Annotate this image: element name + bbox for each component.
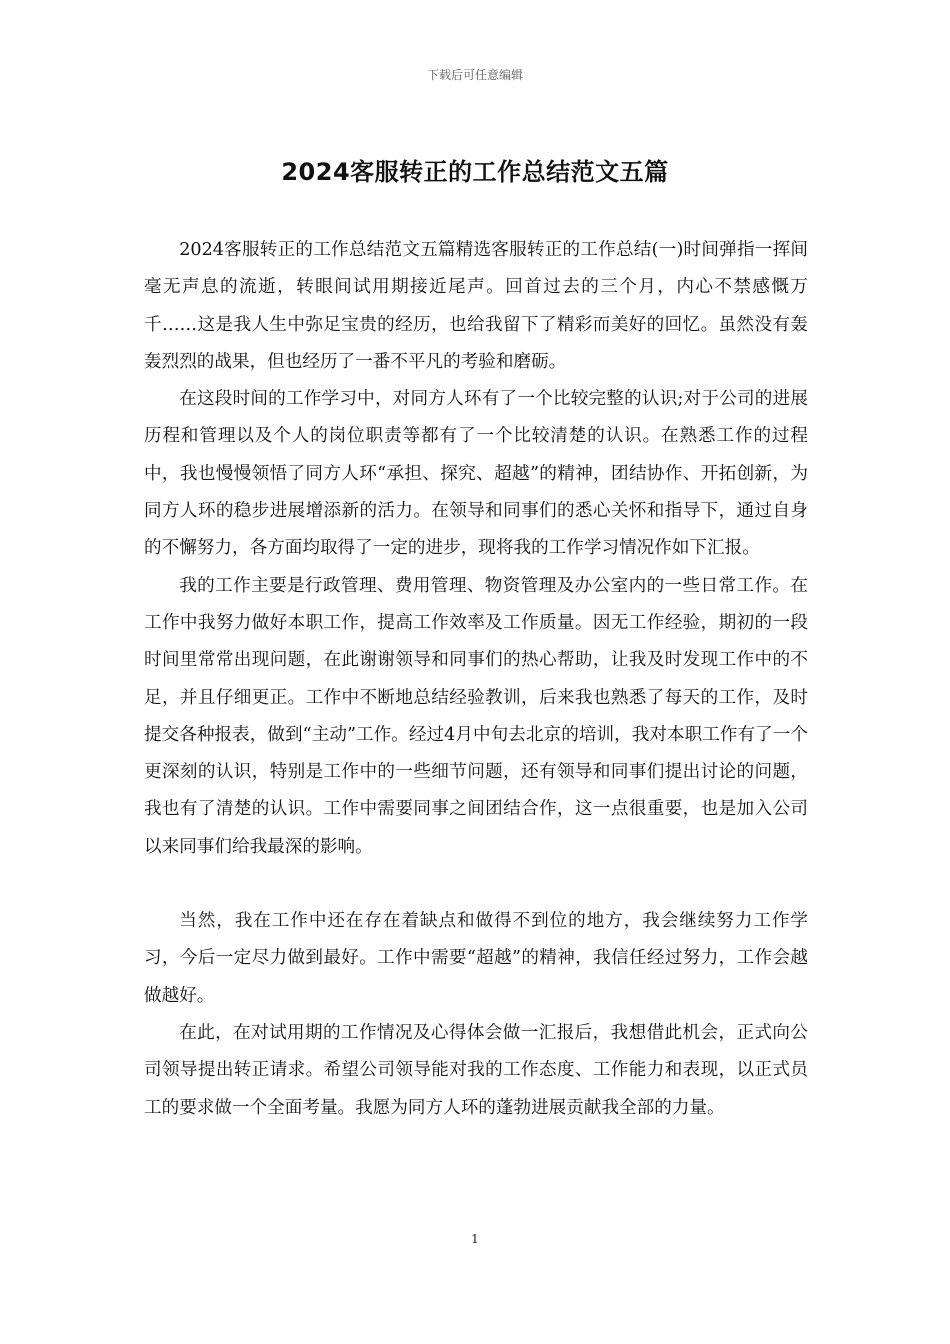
paragraph-request: 在此，在对试用期的工作情况及心得体会做一汇报后，我想借此机会，正式向公司领导提出转正请求。希望公司领导能对我的工作态度、工作能力和表现，以正式员工的要求做一个全面考量。我愿为同方人环的蓬勃进展贡献我全部的力量。 [144, 1022, 808, 1118]
page-number: 1 [471, 1232, 479, 1246]
document-body [144, 232, 808, 1127]
paragraph-intro: 2024客服转正的工作总结范文五篇精选客服转正的工作总结(一)时间弹指一挥间毫无声息的流逝，转眼间试用期接近尾声。回首过去的三个月，内心不禁感慨万千……这是我人生中弥足宝贵的经历，也给我留下了精彩而美好的回忆。虽然没有轰轰烈烈的战果，但也经历了一番不平凡的考验和磨砺。 [144, 240, 808, 372]
paragraph-shortcomings: 当然，我在工作中还在存在着缺点和做得不到位的地方，我会继续努力工作学习，今后一定尽力做到最好。工作中需要“超越”的精神，我信任经过努力，工作会越做越好。 [144, 911, 808, 1006]
paragraph-work-duties: 我的工作主要是行政管理、费用管理、物资管理及办公室内的一些日常工作。在工作中我努力做好本职工作，提高工作效率及工作质量。因无工作经验，期初的一段时间里常常出现问题，在此谢谢领导和同事们的热心帮助，让我及时发现工作中的不足，并且仔细更正。工作中不断地总结经验教训，后来我也熟悉了每天的工作，及时提交各种报表，做到“主动”工作。经过4月中旬去北京的培训，我对本职工作有了一个更深刻的认识，特别是工作中的一些细节问题，还有领导和同事们提出讨论的问题，我也有了清楚的认识。工作中需要同事之间团结合作，这一点很重要，也是加入公司以来同事们给我最深的影响。 [144, 575, 808, 857]
paragraph-understanding: 在这段时间的工作学习中，对同方人环有了一个比较完整的认识;对于公司的进展历程和管理以及个人的岗位职责等都有了一个比较清楚的认识。在熟悉工作的过程中，我也慢慢领悟了同方人环“承担、探究、超越”的精神，团结协作、开拓创新，为同方人环的稳步进展增添新的活力。在领导和同事们的悉心关怀和指导下，通过自身的不懈努力，各方面均取得了一定的进步，现将我的工作学习情况作如下汇报。 [144, 389, 808, 559]
document-title: 2024客服转正的工作总结范文五篇 [281, 158, 669, 186]
header-note: 下载后可任意编辑 [426, 68, 523, 82]
